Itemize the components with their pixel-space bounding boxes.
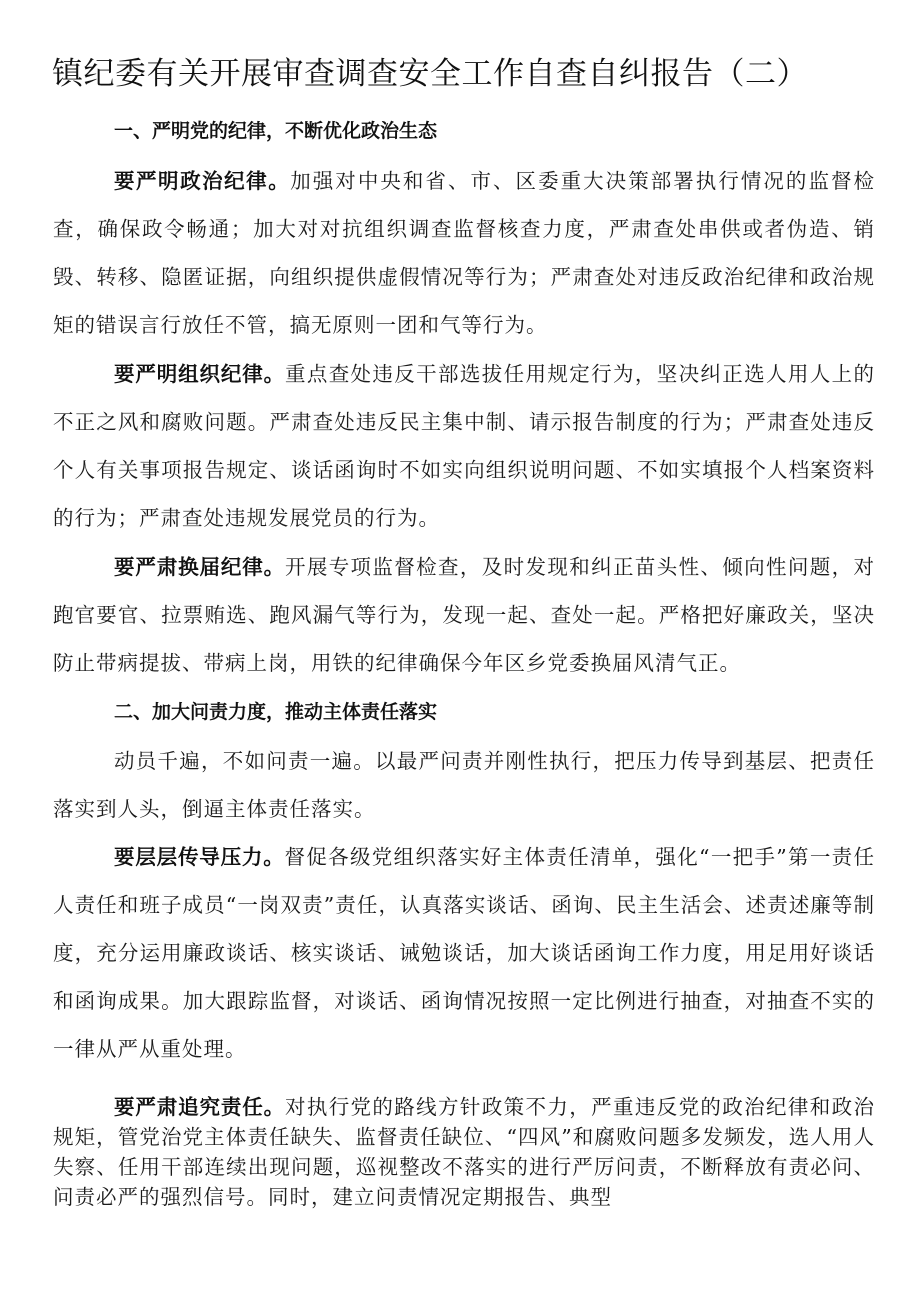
paragraph-organization-discipline xyxy=(53,350,875,542)
paragraph-body: 动员千遍，不如问责一遍。以最严问责并刚性执行，把压力传导到基层、把责任落实到人头，倒逼主体责任落实。 xyxy=(53,749,875,821)
paragraph-transmit-pressure xyxy=(53,833,875,1073)
paragraph-lead: 要严肃换届纪律。 xyxy=(114,555,285,579)
paragraph-accountability-intro xyxy=(53,737,875,833)
paragraph-body: 督促各级党组织落实好主体责任清单，强化“一把手”第一责任人责任和班子成员“一岗双责”责任，认真落实谈话、函询、民主生活会、述责述廉等制度，充分运用廉政谈话、核实谈话、诫勉谈话，加大谈话函询工作力度，用足用好谈话和函询成果。加大跟踪监督，对谈话、函询情况按照一定比例进行抽查，对抽查不实的一律从严从重处理。 xyxy=(53,845,875,1061)
paragraph-lead: 要严明组织纪律。 xyxy=(114,362,285,386)
paragraph-lead: 要严明政治纪律。 xyxy=(114,169,291,193)
section-heading-2: 二、加大问责力度，推动主体责任落实 xyxy=(114,701,438,723)
paragraph-political-discipline xyxy=(53,157,875,349)
paragraph-pursue-responsibility xyxy=(53,1092,875,1212)
section-heading-1: 一、严明党的纪律，不断优化政治生态 xyxy=(114,120,438,142)
document-title: 镇纪委有关开展审查调查安全工作自查自纠报告（二） xyxy=(52,56,808,92)
paragraph-body: 开展专项监督检查，及时发现和纠正苗头性、倾向性问题，对跑官要官、拉票贿选、跑风漏气等行为，发现一起、查处一起。严格把好廉政关，坚决防止带病提拔、带病上岗，用铁的纪律确保今年区乡党委换届风清气正。 xyxy=(53,555,876,675)
paragraph-lead: 要严肃追究责任。 xyxy=(114,1095,285,1119)
paragraph-lead: 要层层传导压力。 xyxy=(114,845,285,869)
paragraph-body: 重点查处违反干部选拔任用规定行为，坚决纠正选人用人上的不正之风和腐败问题。严肃查处违反民主集中制、请示报告制度的行为；严肃查处违反个人有关事项报告规定、谈话函询时不如实向组织说明问题、不如实填报个人档案资料的行为；严肃查处违规发展党员的行为。 xyxy=(53,362,876,530)
paragraph-body: 对执行党的路线方针政策不力，严重违反党的政治纪律和政治规矩，管党治党主体责任缺失、监督责任缺位、“四风”和腐败问题多发频发，选人用人失察、任用干部连续出现问题，巡视整改不落实的进行严厉问责，不断释放有责必问、问责必严的强烈信号。同时，建立问责情况定期报告、典型 xyxy=(53,1095,876,1209)
paragraph-election-discipline xyxy=(53,543,875,687)
paragraph-body: 加强对中央和省、市、区委重大决策部署执行情况的监督检查，确保政令畅通；加大对对抗组织调查监督核查力度，严肃查处串供或者伪造、销毁、转移、隐匿证据，向组织提供虚假情况等行为；严肃查处对违反政治纪律和政治规矩的错误言行放任不管，搞无原则一团和气等行为。 xyxy=(53,169,876,337)
